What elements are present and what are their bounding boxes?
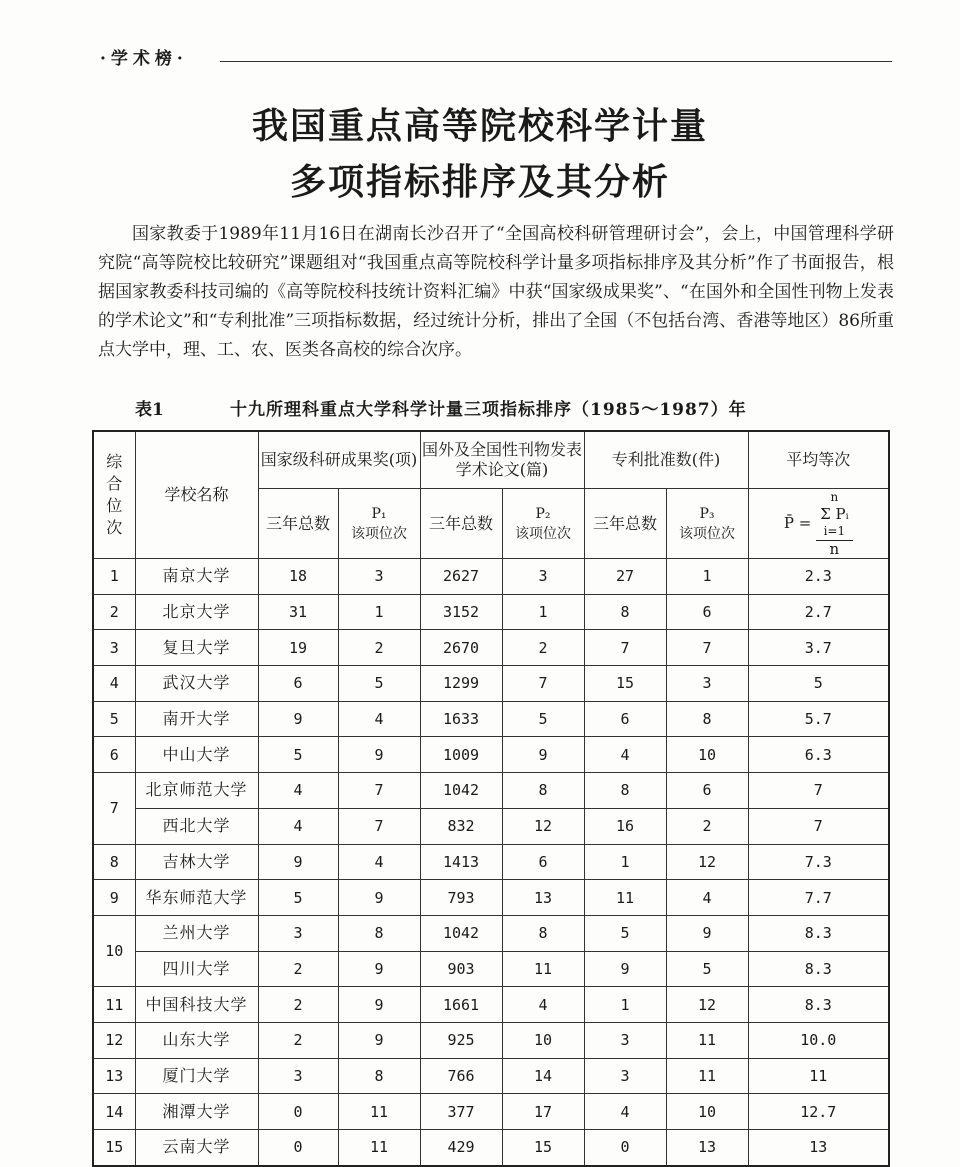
cell-paper-total: 1009: [420, 737, 502, 773]
cell-p2: 4: [502, 987, 584, 1023]
table-caption: [135, 398, 895, 422]
cell-paper-total: 429: [420, 1130, 502, 1166]
header-papers: 国外及全国性刊物发表学术论文(篇): [420, 431, 584, 489]
cell-p1: 9: [338, 880, 420, 916]
cell-p1: 5: [338, 666, 420, 702]
cell-patent-total: 1: [584, 987, 666, 1023]
cell-p3: 3: [666, 666, 748, 702]
cell-avg: 11: [748, 1058, 889, 1094]
header-formula: P̄ = n Σ Pᵢ i=1 n: [748, 489, 889, 559]
cell-avg: 8.3: [748, 915, 889, 951]
cell-patent-total: 4: [584, 737, 666, 773]
cell-p3: 10: [666, 737, 748, 773]
table-row: [93, 880, 889, 916]
cell-patent-total: 0: [584, 1130, 666, 1166]
ranking-table: [92, 430, 890, 1167]
cell-rank: 15: [93, 1130, 135, 1166]
cell-avg: 7: [748, 773, 889, 809]
table-row: [93, 630, 889, 666]
cell-p3: 8: [666, 701, 748, 737]
cell-p3: 6: [666, 594, 748, 630]
cell-p2: 9: [502, 737, 584, 773]
cell-rank: 7: [93, 773, 135, 844]
cell-school: 北京大学: [135, 594, 258, 630]
cell-award-total: 4: [258, 808, 338, 844]
cell-paper-total: 1299: [420, 666, 502, 702]
cell-award-total: 2: [258, 987, 338, 1023]
cell-avg: 2.3: [748, 559, 889, 595]
cell-paper-total: 903: [420, 951, 502, 987]
cell-school: 西北大学: [135, 808, 258, 844]
cell-p3: 2: [666, 808, 748, 844]
cell-p1: 11: [338, 1130, 420, 1166]
header-award: 国家级科研成果奖(项): [258, 431, 420, 489]
cell-rank: 2: [93, 594, 135, 630]
cell-award-total: 5: [258, 737, 338, 773]
cell-p2: 2: [502, 630, 584, 666]
cell-school: 北京师范大学: [135, 773, 258, 809]
cell-p2: 17: [502, 1094, 584, 1130]
cell-award-total: 0: [258, 1130, 338, 1166]
cell-paper-total: 377: [420, 1094, 502, 1130]
cell-rank: 8: [93, 844, 135, 880]
cell-p2: 10: [502, 1022, 584, 1058]
header-p2: P₂ 该项位次: [502, 489, 584, 559]
cell-p1: 9: [338, 987, 420, 1023]
table-row: [93, 987, 889, 1023]
cell-p1: 9: [338, 1022, 420, 1058]
table-row: [93, 737, 889, 773]
cell-paper-total: 832: [420, 808, 502, 844]
cell-avg: 6.3: [748, 737, 889, 773]
cell-school: 华东师范大学: [135, 880, 258, 916]
cell-rank: 12: [93, 1022, 135, 1058]
cell-rank: 1: [93, 559, 135, 595]
table-row: [93, 915, 889, 951]
cell-award-total: 5: [258, 880, 338, 916]
cell-p2: 11: [502, 951, 584, 987]
table-label: 表1: [135, 400, 164, 420]
cell-school: 中山大学: [135, 737, 258, 773]
cell-avg: 5.7: [748, 701, 889, 737]
cell-p1: 9: [338, 737, 420, 773]
cell-paper-total: 2627: [420, 559, 502, 595]
header-p1: P₁ 该项位次: [338, 489, 420, 559]
cell-p3: 9: [666, 915, 748, 951]
cell-p3: 11: [666, 1058, 748, 1094]
cell-patent-total: 11: [584, 880, 666, 916]
cell-p2: 8: [502, 773, 584, 809]
cell-p1: 4: [338, 701, 420, 737]
cell-p1: 4: [338, 844, 420, 880]
cell-paper-total: 1633: [420, 701, 502, 737]
cell-award-total: 18: [258, 559, 338, 595]
table-row: [93, 951, 889, 987]
cell-patent-total: 1: [584, 844, 666, 880]
table-row: [93, 773, 889, 809]
cell-p1: 7: [338, 773, 420, 809]
cell-p2: 7: [502, 666, 584, 702]
cell-patent-total: 4: [584, 1094, 666, 1130]
cell-paper-total: 1042: [420, 773, 502, 809]
cell-p2: 6: [502, 844, 584, 880]
table-row: [93, 1130, 889, 1166]
cell-p1: 8: [338, 1058, 420, 1094]
cell-avg: 3.7: [748, 630, 889, 666]
cell-patent-total: 5: [584, 915, 666, 951]
cell-paper-total: 925: [420, 1022, 502, 1058]
cell-patent-total: 8: [584, 594, 666, 630]
cell-avg: 5: [748, 666, 889, 702]
cell-school: 复旦大学: [135, 630, 258, 666]
cell-p2: 13: [502, 880, 584, 916]
cell-avg: 8.3: [748, 987, 889, 1023]
cell-award-total: 3: [258, 1058, 338, 1094]
cell-award-total: 2: [258, 1022, 338, 1058]
cell-p3: 11: [666, 1022, 748, 1058]
cell-school: 四川大学: [135, 951, 258, 987]
cell-p2: 3: [502, 559, 584, 595]
cell-award-total: 3: [258, 915, 338, 951]
header-patent-total: 三年总数: [584, 489, 666, 559]
cell-rank: 14: [93, 1094, 135, 1130]
cell-p3: 5: [666, 951, 748, 987]
cell-patent-total: 3: [584, 1022, 666, 1058]
header-rule: [220, 61, 892, 62]
cell-paper-total: 793: [420, 880, 502, 916]
cell-paper-total: 1042: [420, 915, 502, 951]
cell-avg: 7.3: [748, 844, 889, 880]
table-row: [93, 559, 889, 595]
table-row: [93, 594, 889, 630]
cell-p2: 14: [502, 1058, 584, 1094]
article-title-line2: 多项指标排序及其分析: [289, 161, 670, 203]
cell-school: 吉林大学: [135, 844, 258, 880]
cell-award-total: 4: [258, 773, 338, 809]
cell-rank: 5: [93, 701, 135, 737]
cell-patent-total: 8: [584, 773, 666, 809]
header-school: 学校名称: [135, 431, 258, 559]
cell-p1: 8: [338, 915, 420, 951]
article-title-line1: 我国重点高等院校科学计量: [251, 105, 708, 147]
cell-rank: 9: [93, 880, 135, 916]
cell-p3: 6: [666, 773, 748, 809]
cell-p3: 12: [666, 844, 748, 880]
cell-rank: 13: [93, 1058, 135, 1094]
table-row: [93, 1094, 889, 1130]
cell-patent-total: 16: [584, 808, 666, 844]
header-award-total: 三年总数: [258, 489, 338, 559]
cell-patent-total: 15: [584, 666, 666, 702]
section-header: [100, 48, 892, 72]
cell-rank: 3: [93, 630, 135, 666]
cell-school: 山东大学: [135, 1022, 258, 1058]
header-p3: P₃ 该项位次: [666, 489, 748, 559]
cell-p1: 9: [338, 951, 420, 987]
cell-p1: 3: [338, 559, 420, 595]
cell-avg: 2.7: [748, 594, 889, 630]
cell-paper-total: 2670: [420, 630, 502, 666]
cell-avg: 7.7: [748, 880, 889, 916]
cell-p3: 10: [666, 1094, 748, 1130]
cell-p2: 8: [502, 915, 584, 951]
cell-award-total: 31: [258, 594, 338, 630]
cell-rank: 6: [93, 737, 135, 773]
cell-paper-total: 1413: [420, 844, 502, 880]
cell-school: 湘潭大学: [135, 1094, 258, 1130]
table-row: [93, 666, 889, 702]
cell-paper-total: 766: [420, 1058, 502, 1094]
cell-patent-total: 9: [584, 951, 666, 987]
cell-avg: 8.3: [748, 951, 889, 987]
table-row: [93, 844, 889, 880]
cell-p2: 5: [502, 701, 584, 737]
cell-award-total: 9: [258, 701, 338, 737]
cell-avg: 7: [748, 808, 889, 844]
cell-award-total: 2: [258, 951, 338, 987]
cell-p3: 1: [666, 559, 748, 595]
cell-p2: 12: [502, 808, 584, 844]
cell-patent-total: 27: [584, 559, 666, 595]
cell-p3: 4: [666, 880, 748, 916]
header-rank: 综合位次: [93, 431, 135, 559]
cell-paper-total: 1661: [420, 987, 502, 1023]
cell-rank: 11: [93, 987, 135, 1023]
cell-patent-total: 7: [584, 630, 666, 666]
cell-rank: 4: [93, 666, 135, 702]
cell-school: 南京大学: [135, 559, 258, 595]
cell-p1: 1: [338, 594, 420, 630]
cell-school: 厦门大学: [135, 1058, 258, 1094]
header-paper-total: 三年总数: [420, 489, 502, 559]
cell-paper-total: 3152: [420, 594, 502, 630]
cell-avg: 10.0: [748, 1022, 889, 1058]
cell-p1: 7: [338, 808, 420, 844]
header-patents: 专利批准数(件): [584, 431, 748, 489]
cell-patent-total: 6: [584, 701, 666, 737]
cell-avg: 12.7: [748, 1094, 889, 1130]
table-title: 十九所理科重点大学科学计量三项指标排序（1985～1987）年: [230, 400, 747, 420]
table-row: [93, 808, 889, 844]
cell-award-total: 0: [258, 1094, 338, 1130]
cell-school: 武汉大学: [135, 666, 258, 702]
cell-p2: 1: [502, 594, 584, 630]
cell-award-total: 6: [258, 666, 338, 702]
cell-rank: 10: [93, 915, 135, 986]
cell-school: 兰州大学: [135, 915, 258, 951]
cell-avg: 13: [748, 1130, 889, 1166]
cell-award-total: 19: [258, 630, 338, 666]
cell-p3: 7: [666, 630, 748, 666]
table-row: [93, 701, 889, 737]
cell-school: 云南大学: [135, 1130, 258, 1166]
table-row: [93, 1022, 889, 1058]
cell-patent-total: 3: [584, 1058, 666, 1094]
table-body: [93, 559, 889, 1166]
cell-school: 中国科技大学: [135, 987, 258, 1023]
section-label: ·学术榜·: [100, 49, 188, 69]
cell-p3: 13: [666, 1130, 748, 1166]
cell-p1: 2: [338, 630, 420, 666]
intro-paragraph: 国家教委于1989年11月16日在湖南长沙召开了“全国高校科研管理研讨会”，会上，中国管理科学研究院“高等院校比较研究”课题组对“我国重点高等院校科学计量多项指标排序及其分析”作了书面报告，根据国家教委科技司编的《高等院校科技统计资料汇编》中获“国家级成果奖”、“在国外和全国性刊物上发表的学术论文”和“专利批准”三项指标数据，经过统计分析，排出了全国（不包括台湾、香港等地区）86所重点大学中，理、工、农、医类各高校的综合次序。: [98, 224, 894, 360]
cell-award-total: 9: [258, 844, 338, 880]
cell-p1: 11: [338, 1094, 420, 1130]
header-average: 平均等次: [748, 431, 889, 489]
cell-p3: 12: [666, 987, 748, 1023]
cell-school: 南开大学: [135, 701, 258, 737]
cell-p2: 15: [502, 1130, 584, 1166]
table-row: [93, 1058, 889, 1094]
